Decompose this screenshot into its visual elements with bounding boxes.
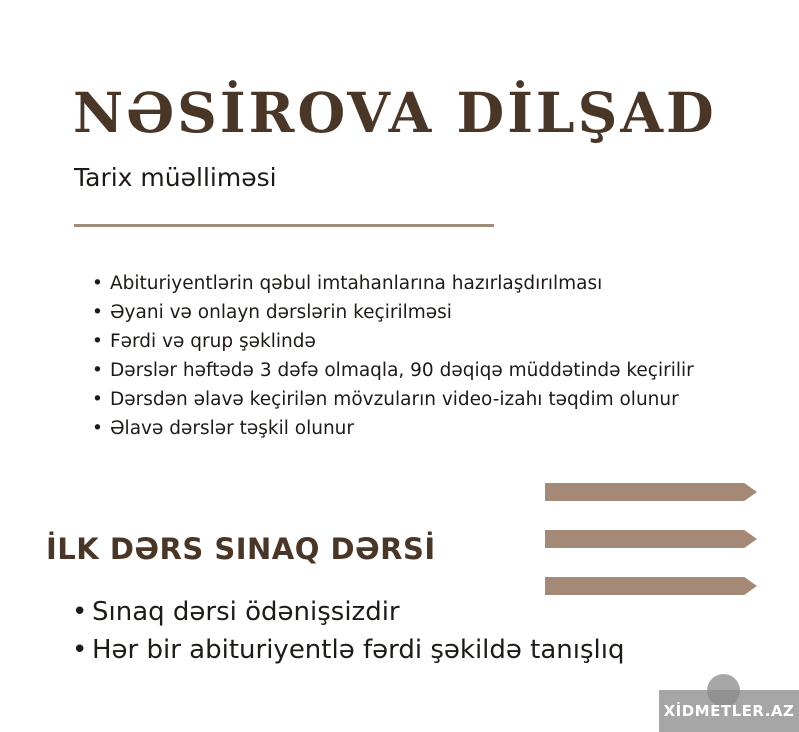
arrow-shape-1 — [545, 483, 757, 501]
trial-lesson-title: İLK DƏRS SINAQ DƏRSİ — [46, 532, 436, 566]
features-list — [90, 270, 770, 444]
watermark-label: XİDMETLER.AZ — [663, 702, 795, 720]
trial-item: • Hər bir abituriyentlə fərdi şəkildə tanışlıq — [72, 631, 624, 669]
feature-item: • Əyani və onlayn dərslərin keçirilməsi — [90, 299, 770, 327]
feature-item: • Fərdi və qrup şəklində — [90, 328, 770, 356]
trial-item: • Sınaq dərsi ödənişsizdir — [72, 593, 624, 631]
header-divider — [74, 224, 494, 227]
feature-item: • Əlavə dərslər təşkil olunur — [90, 415, 770, 443]
teacher-subtitle: Tarix müəllimәsi — [74, 163, 277, 192]
arrow-shape-2 — [545, 530, 757, 548]
feature-item: • Dərslər həftədə 3 dəfə olmaqla, 90 dəqiqə müddətində keçirilir — [90, 357, 770, 385]
feature-item: • Abituriyentlərin qəbul imtahanlarına hazırlaşdırılması — [90, 270, 770, 298]
feature-item: • Dərsdən əlavə keçirilən mövzuların video-izahı təqdim olunur — [90, 386, 770, 414]
trial-list — [72, 593, 624, 669]
teacher-name: NƏSİROVA DİLŞAD — [73, 80, 717, 145]
